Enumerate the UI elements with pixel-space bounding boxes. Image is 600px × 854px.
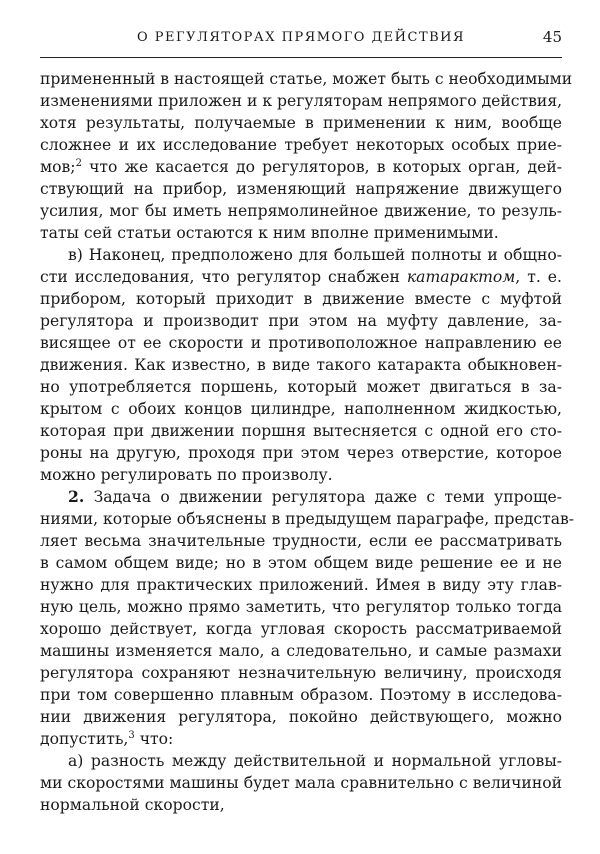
text-line: в) Наконец, предположено для большей полноты и общно- <box>68 246 562 264</box>
page-number: 45 <box>542 28 562 46</box>
footnote-mark: 3 <box>128 729 135 741</box>
text-line: роны на другую, проходя при этом через отверстие, которое <box>40 444 562 462</box>
text-line: регулятора сохраняют незначительную величину, происходя <box>40 664 562 682</box>
body-text <box>40 68 575 816</box>
text-line: изменениями приложен и к регуляторам непрямого действия, <box>40 92 563 110</box>
header-rule <box>40 57 562 58</box>
text-line: нормальной скорости, <box>40 796 225 814</box>
running-header <box>40 24 562 54</box>
text-line: сти исследования, что регулятор снабжен катарактом, т. е. <box>40 268 562 286</box>
text-line: висящее от ее скорости и противоположное направлению ее <box>40 334 562 352</box>
text-line: ми скоростями машины будет мала сравнительно с величиной <box>40 774 562 792</box>
text-line: сложнее и их исследование требует некоторых особых прие- <box>40 136 562 154</box>
header-title: О РЕГУЛЯТОРАХ ПРЯМОГО ДЕЙСТВИЯ <box>136 30 466 45</box>
text-line: хорошо действует, когда угловая скорость рассматриваемой <box>40 620 562 638</box>
text-line: ниями, которые объяснены в предыдущем параграфе, представ- <box>40 510 575 528</box>
text-line: допустить,$^3$ что: <box>40 729 174 748</box>
text-line: 2. Задача о движении регулятора даже с теми упроще- <box>68 487 562 506</box>
text-line: которая при движении поршня вытесняется с одной его сто- <box>40 422 562 440</box>
text-line: прибором, который приходит в движение вместе с муфтой <box>40 290 562 308</box>
text-line: движения. Как известно, в виде такого катаракта обыкновен- <box>40 356 562 374</box>
text-line: хотя результаты, получаемые в применении к ним, вообще <box>40 114 562 132</box>
text-line: регулятора и производит при этом на муфту давление, за- <box>40 312 562 330</box>
text-line: мов;$^2$ что же касается до регуляторов, в которых орган, дей- <box>40 157 562 176</box>
footnote-mark: 2 <box>75 157 82 169</box>
text-line: таты сей статьи остаются к ним вполне применимыми. <box>40 224 499 242</box>
text-line: ную цель, можно прямо заметить, что регулятор только тогда <box>40 598 562 616</box>
text-line: но употребляется поршень, который может двигаться в за- <box>40 378 562 396</box>
text-line: примененный в настоящей статье, может быть с необходимыми <box>40 70 573 88</box>
text-line: машины изменяется мало, а следовательно, и самые размахи <box>40 642 562 660</box>
section-number: 2. <box>68 487 85 506</box>
text-line: ствующий на прибор, изменяющий напряжение движущего <box>40 180 562 198</box>
text-line: при том совершенно плавным образом. Поэтому в исследова- <box>40 686 562 704</box>
text-line: нии движения регулятора, покойно действующего, можно <box>40 708 562 726</box>
text-line: ляет весьма значительные трудности, если ее рассматривать <box>40 532 562 550</box>
text-line: крытом с обоих концов цилиндре, наполненном жидкостью, <box>40 400 562 418</box>
text-line: можно регулировать по произволу. <box>40 466 333 484</box>
text-line: усилия, мог бы иметь непрямолинейное движение, то резуль- <box>40 202 562 220</box>
emphasis-term: катарактом <box>406 268 516 286</box>
text-line: нужно для практических приложений. Имея в виду эту глав- <box>40 576 562 594</box>
text-line: в самом общем виде; но в этом общем виде решение ее и не <box>40 554 562 572</box>
text-line: а) разность между действительной и нормальной угловы- <box>68 752 562 770</box>
